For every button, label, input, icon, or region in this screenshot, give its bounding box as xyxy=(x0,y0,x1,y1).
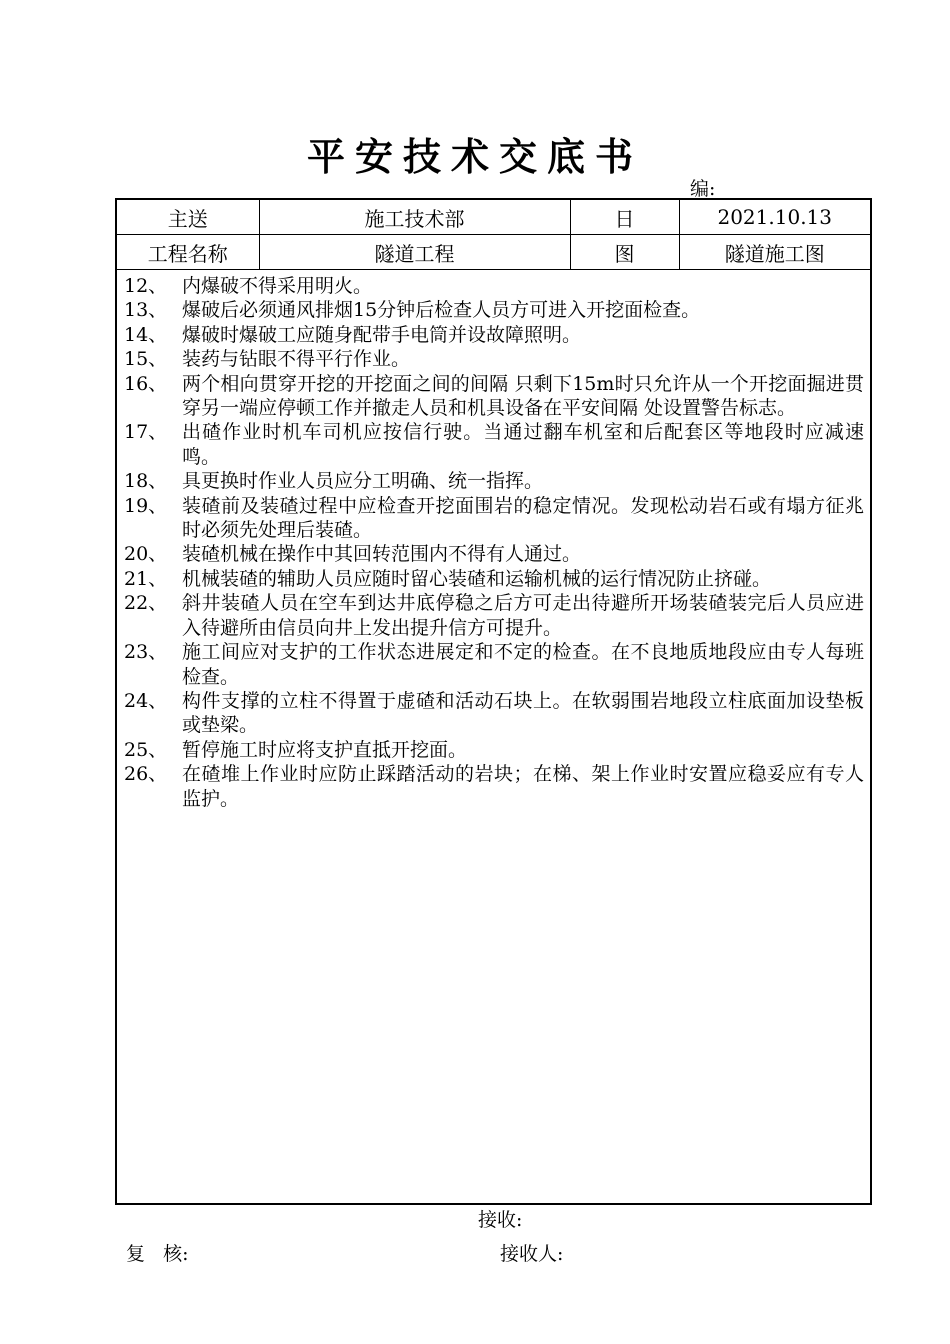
item-text: 装碴前及装碴过程中应检查开挖面围岩的稳定情况。发现松动岩石或有塌方征兆时必须先处理后装碴。 xyxy=(182,494,864,542)
drawing-label: 图 xyxy=(570,235,679,270)
review-label: 复 核: xyxy=(126,1243,189,1265)
list-item xyxy=(124,323,864,347)
item-number: 26、 xyxy=(124,763,168,786)
item-text: 内爆破不得采用明火。 xyxy=(182,275,373,297)
list-item xyxy=(124,591,864,640)
item-number: 24、 xyxy=(124,689,168,712)
safety-items-list xyxy=(124,274,864,811)
list-item xyxy=(124,298,864,322)
item-number: 18、 xyxy=(124,470,168,493)
drawing-value: 隧道施工图 xyxy=(679,235,870,270)
editor-label: 编: xyxy=(690,178,716,200)
document-frame xyxy=(115,198,872,1205)
receive-label: 接收: xyxy=(478,1209,523,1231)
recipient-label: 主送 xyxy=(117,200,259,235)
item-text: 暂停施工时应将支护直抵开挖面。 xyxy=(182,738,468,761)
item-text: 两个相向贯穿开挖的开挖面之间的间隔 只剩下15m时只允许从一个开挖面掘进贯穿另一端应停顿工作并撤走人员和机具设备在平安间隔 处设置警告标志。 xyxy=(182,372,864,420)
item-text: 施工间应对支护的工作状态进展定和不定的检查。在不良地质地段应由专人每班检查。 xyxy=(182,641,864,688)
item-text: 斜井装碴人员在空车到达井底停稳之后方可走出待避所开场装碴装完后人员应进入待避所由信员向井上发出提升信方可提升。 xyxy=(182,592,864,639)
list-item xyxy=(124,567,864,591)
list-item xyxy=(124,640,864,689)
list-item xyxy=(124,347,864,371)
list-item xyxy=(124,689,864,738)
item-number: 20、 xyxy=(124,543,168,566)
item-text: 出碴作业时机车司机应按信行驶。当通过翻车机室和后配套区等地段时应减速鸣。 xyxy=(182,421,864,468)
date-value: 2021.10.13 xyxy=(679,200,870,235)
header-row-project xyxy=(117,235,870,270)
item-text: 机械装碴的辅助人员应随时留心装碴和运输机械的运行情况防止挤碰。 xyxy=(182,567,772,590)
list-item xyxy=(124,494,864,543)
project-value: 隧道工程 xyxy=(259,235,570,270)
list-item xyxy=(124,372,864,421)
item-text: 爆破后必须通风排烟15分钟后检查人员方可进入开挖面检查。 xyxy=(182,299,701,322)
item-text: 装碴机械在操作中其回转范围内不得有人通过。 xyxy=(182,543,582,566)
list-item xyxy=(124,469,864,493)
item-number: 16、 xyxy=(124,372,168,395)
item-number: 22、 xyxy=(124,592,168,615)
date-label: 日 xyxy=(570,200,679,235)
item-number: 13、 xyxy=(124,299,168,322)
item-text: 爆破时爆破工应随身配带手电筒并设故障照明。 xyxy=(182,323,582,346)
item-number: 12、 xyxy=(124,275,168,297)
document-title: 平安技术交底书 xyxy=(306,134,643,179)
item-number: 23、 xyxy=(124,641,168,664)
project-label: 工程名称 xyxy=(117,235,259,270)
list-item xyxy=(124,542,864,566)
recipient-value: 施工技术部 xyxy=(259,200,570,235)
item-number: 21、 xyxy=(124,567,168,590)
receiver-label: 接收人: xyxy=(500,1243,564,1265)
item-number: 19、 xyxy=(124,494,168,517)
item-number: 14、 xyxy=(124,323,168,346)
list-item xyxy=(124,274,864,298)
item-text: 构件支撑的立柱不得置于虚碴和活动石块上。在软弱围岩地段立柱底面加设垫板或垫梁。 xyxy=(182,689,864,737)
item-number: 17、 xyxy=(124,421,168,444)
item-number: 15、 xyxy=(124,348,168,371)
header-table xyxy=(117,200,870,270)
item-text: 具更换时作业人员应分工明确、统一指挥。 xyxy=(182,470,544,493)
item-text: 装药与钻眼不得平行作业。 xyxy=(182,348,411,371)
item-text: 在碴堆上作业时应防止踩踏活动的岩块；在梯、架上作业时安置应稳妥应有专人监护。 xyxy=(182,763,864,810)
list-item xyxy=(124,420,864,469)
list-item xyxy=(124,738,864,762)
list-item xyxy=(124,762,864,811)
header-row-recipient xyxy=(117,200,870,235)
item-number: 25、 xyxy=(124,738,168,761)
